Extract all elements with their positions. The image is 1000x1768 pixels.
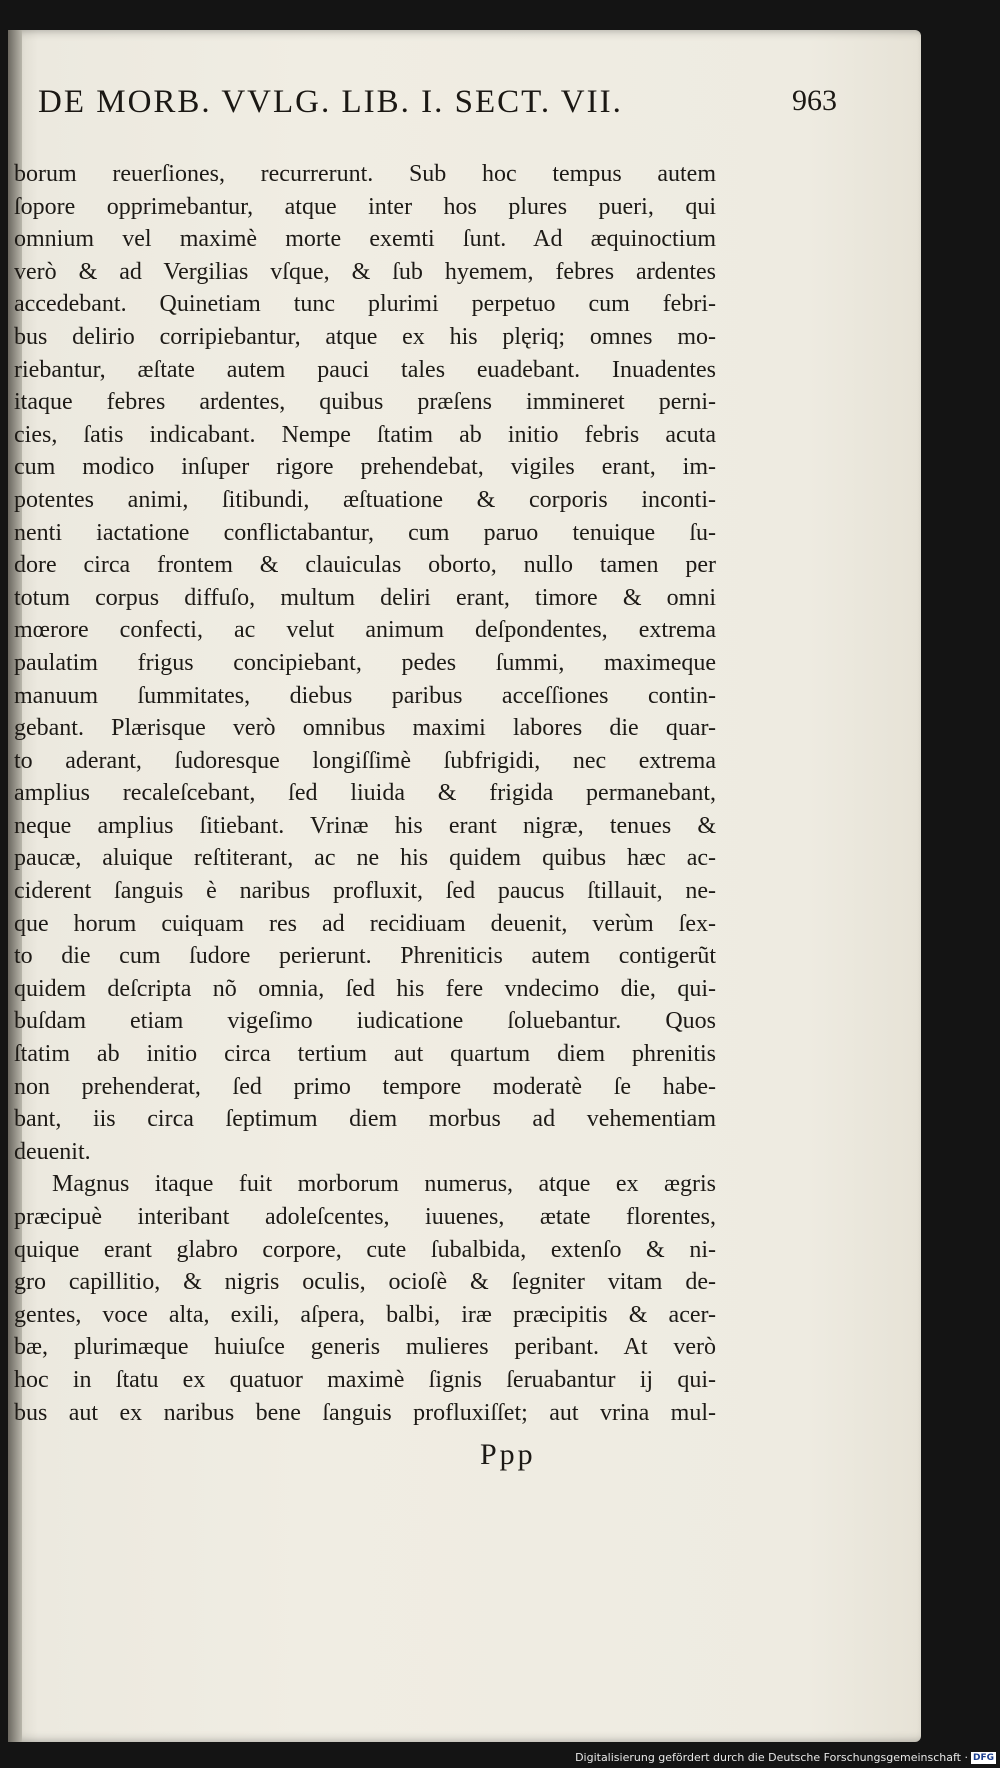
text-line: neque amplius ſitiebant. Vrinæ his erant nigræ, tenues & [14, 812, 716, 839]
text-line: manuum ſummitates, diebus paribus acceſſiones contin- [14, 682, 716, 709]
text-line: bus delirio corripiebantur, atque ex his plęriq; omnes mo- [14, 323, 716, 350]
digitization-credit [575, 1751, 996, 1764]
text-line: to die cum ſudore perierunt. Phreniticis autem contigerũt [14, 943, 716, 970]
text-line: buſdam etiam vigeſimo iudicatione ſoluebantur. Quos [14, 1008, 716, 1035]
text-line: cies, ſatis indicabant. Nempe ſtatim ab initio febris acuta [14, 421, 716, 448]
text-line: que horum cuiquam res ad recidiuam deuenit, verùm ſex- [14, 910, 716, 937]
dfg-logo-icon: DFG [972, 1752, 994, 1763]
text-line: paulatim frigus concipiebant, pedes ſummi, maximeque [14, 649, 716, 676]
text-line: dore circa frontem & clauiculas oborto, nullo tamen per [14, 552, 716, 579]
text-line: gentes, voce alta, exili, aſpera, balbi, iræ præcipitis & acer- [14, 1301, 716, 1328]
text-line: riebantur, æſtate autem pauci tales euadebant. Inuadentes [14, 356, 716, 383]
text-line: bant, iis circa ſeptimum diem morbus ad vehementiam [14, 1106, 716, 1133]
running-head: DE MORB. VVLG. LIB. I. SECT. VII. [38, 84, 623, 120]
text-line: borum reuerſiones, recurrerunt. Sub hoc tempus autem [14, 161, 716, 187]
text-line: quidem deſcripta nõ omnia, ſed his fere vndecimo die, qui- [14, 975, 716, 1002]
text-line: hoc in ſtatu ex quatuor maximè ſignis ſeruabantur ij qui- [14, 1366, 716, 1393]
text-line: deuenit. [14, 1138, 91, 1165]
text-line: ſtatim ab initio circa tertium aut quartum diem phrenitis [14, 1041, 716, 1068]
text-line: itaque febres ardentes, quibus præſens immineret perni- [14, 389, 716, 416]
text-line: bæ, plurimæque huiuſce generis mulieres peribant. At verò [14, 1334, 716, 1361]
text-line: Magnus itaque fuit morborum numerus, atque ex ægris [52, 1171, 716, 1198]
text-line: paucæ, aluique reſtiterant, ac ne his quidem quibus hæc ac- [14, 845, 716, 872]
text-line: mœrore confecti, ac velut animum deſpondentes, extrema [14, 617, 716, 644]
text-line: præcipuè interibant adoleſcentes, iuuenes, ætate florentes, [14, 1204, 716, 1230]
text-line: gro capillitio, & nigris oculis, ocioſè & ſegniter vitam de- [14, 1269, 716, 1296]
text-line: amplius recaleſcebant, ſed liuida & frigida permanebant, [14, 780, 716, 807]
text-line: non prehenderat, ſed primo tempore moderatè ſe habe- [14, 1073, 716, 1100]
text-line: verò & ad Vergilias vſque, & ſub hyemem, febres ardentes [14, 258, 716, 285]
text-line: bus aut ex naribus bene ſanguis profluxiſſet; aut vrina mul- [14, 1399, 716, 1426]
text-line: omnium vel maximè morte exemti ſunt. Ad æquinoctium [14, 226, 716, 253]
text-line: potentes animi, ſitibundi, æſtuatione & corporis inconti- [14, 486, 716, 513]
text-line: nenti iactatione conflictabantur, cum paruo tenuique ſu- [14, 519, 716, 546]
text-line: quique erant glabro corpore, cute ſubalbida, extenſo & ni- [14, 1236, 716, 1263]
text-line: ſopore opprimebantur, atque inter hos plures pueri, qui [14, 193, 716, 220]
body-text [14, 158, 716, 1429]
text-line: accedebant. Quinetiam tunc plurimi perpetuo cum febri- [14, 291, 716, 318]
credit-text: Digitalisierung gefördert durch die Deutsche Forschungsgemeinschaft · [575, 1751, 968, 1764]
text-line: totum corpus diffuſo, multum deliri erant, timore & omni [14, 584, 716, 611]
page-number: 963 [792, 84, 837, 117]
signature-mark: Ppp [480, 1438, 536, 1471]
text-line: gebant. Plærisque verò omnibus maximi labores die quar- [14, 715, 716, 742]
text-line: to aderant, ſudoresque longiſſimè ſubfrigidi, nec extrema [14, 747, 716, 774]
text-line: cum modico inſuper rigore prehendebat, vigiles erant, im- [14, 454, 716, 481]
text-line: ciderent ſanguis è naribus profluxit, ſed paucus ſtillauit, ne- [14, 878, 716, 905]
